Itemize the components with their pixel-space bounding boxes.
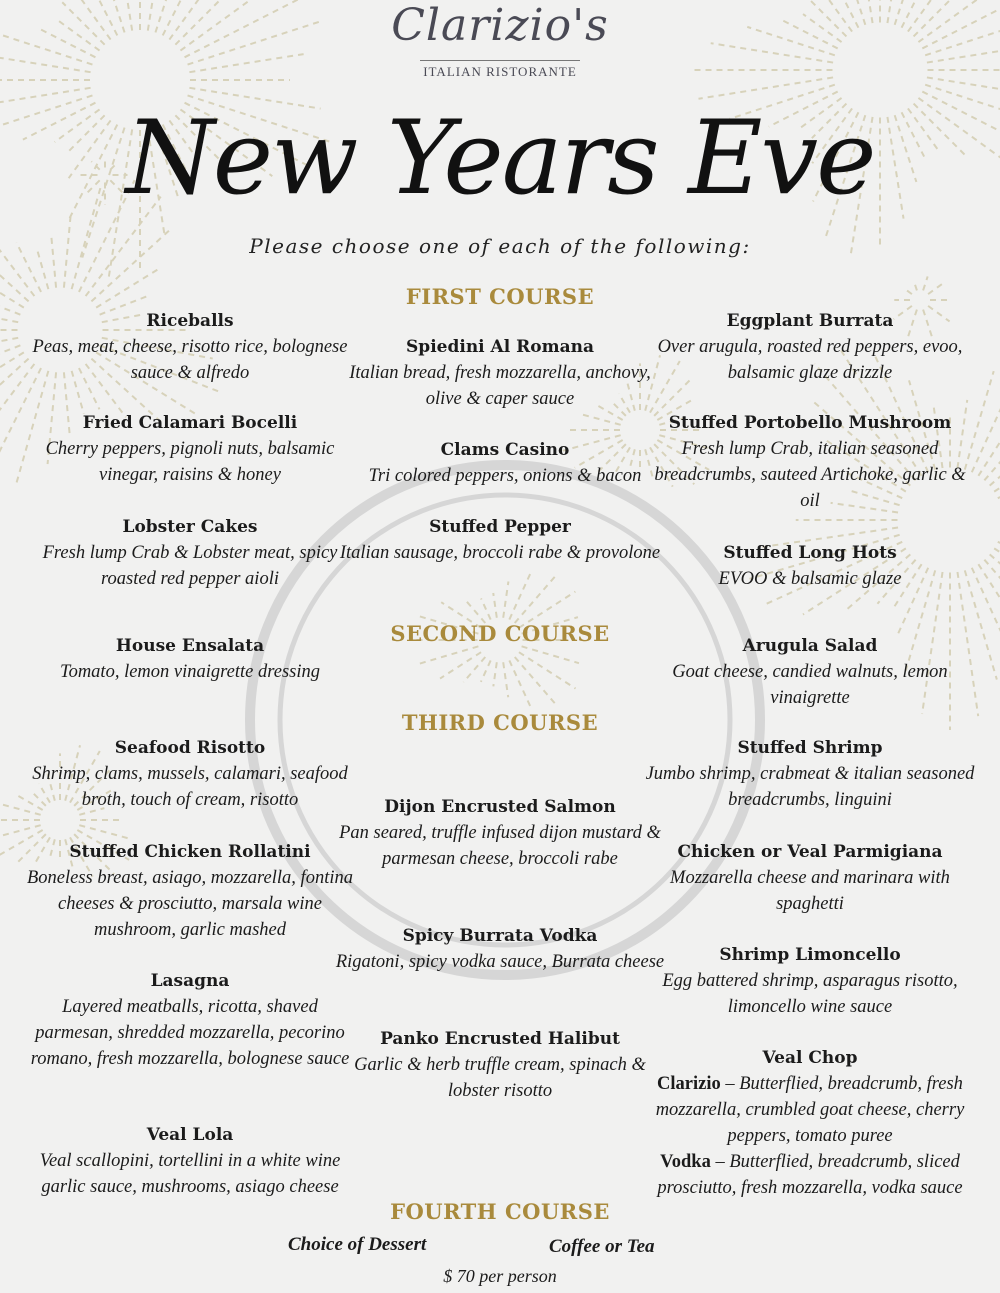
item-description: Jumbo shrimp, crabmeat & italian seasoned breadcrumbs, linguini xyxy=(645,764,975,810)
menu-item xyxy=(645,633,975,711)
firework-ray xyxy=(0,352,24,384)
menu-item xyxy=(645,308,975,386)
firework-ray xyxy=(522,646,579,663)
menu-item xyxy=(25,514,355,592)
menu-item xyxy=(25,633,355,685)
menu-item xyxy=(25,839,355,943)
variant-description: Butterflied, breadcrumb, sliced prosciutto, fresh mozzarella, vodka sauce xyxy=(657,1152,963,1198)
item-description: Egg battered shrimp, asparagus risotto, limoncello wine sauce xyxy=(662,971,958,1017)
menu-item xyxy=(335,794,665,872)
item-name: Veal Lola xyxy=(146,1125,234,1145)
item-name: Clams Casino xyxy=(440,440,570,460)
item-description: Tri colored peppers, onions & bacon xyxy=(368,466,642,486)
price: $ 70 per person xyxy=(443,1266,557,1286)
menu-item xyxy=(25,1122,355,1200)
firework-ray xyxy=(972,347,1000,472)
page-title: New Years Eve xyxy=(125,99,875,218)
item-name: Veal Chop xyxy=(762,1048,858,1068)
item-description: Mozzarella cheese and marinara with spaghetti xyxy=(670,868,950,914)
drink-option: Coffee or Tea xyxy=(549,1236,655,1257)
item-description: Goat cheese, candied walnuts, lemon vinaigrette xyxy=(672,662,948,708)
item-name: Shrimp Limoncello xyxy=(719,945,901,965)
item-description: Italian sausage, broccoli rabe & provolone xyxy=(339,543,661,563)
item-name: Stuffed Portobello Mushroom xyxy=(668,413,952,433)
menu-item xyxy=(645,1045,975,1201)
item-description: EVOO & balsamic glaze xyxy=(718,569,902,589)
menu-item xyxy=(645,410,975,514)
item-name: Lasagna xyxy=(150,971,230,991)
menu-item xyxy=(645,839,975,917)
firework-ray xyxy=(79,825,130,839)
restaurant-subtitle: ITALIAN RISTORANTE xyxy=(420,60,580,80)
firework-ray xyxy=(978,344,1000,476)
first-course-heading: FIRST COURSE xyxy=(405,284,595,309)
menu-item xyxy=(645,735,975,813)
menu-item xyxy=(335,514,665,566)
item-description: Pan seared, truffle infused dijon mustard & parmesan cheese, broccoli rabe xyxy=(339,823,661,869)
item-name: House Ensalata xyxy=(115,636,265,656)
firework-ray xyxy=(515,574,557,623)
restaurant-logo: Clarizio's xyxy=(391,0,609,51)
item-name: Riceballs xyxy=(146,311,234,331)
item-name: Lobster Cakes xyxy=(122,517,258,537)
item-description: Peas, meat, cheese, risotto rice, bolognese sauce & alfredo xyxy=(32,337,348,383)
firework-ray xyxy=(419,646,479,664)
item-name: Stuffed Chicken Rollatini xyxy=(69,842,311,862)
firework-ray xyxy=(509,572,531,620)
dessert-option: Choice of Dessert xyxy=(288,1234,427,1255)
item-description: Italian bread, fresh mozzarella, anchovy, olive & caper sauce xyxy=(349,363,651,409)
firework-ray xyxy=(984,560,1000,603)
firework-ray xyxy=(189,54,303,72)
variant-label: Vodka xyxy=(660,1152,711,1172)
item-description: Cherry peppers, pignoli nuts, balsamic vinegar, raisins & honey xyxy=(45,439,335,485)
item-description: Fresh lump Crab, italian seasoned breadcrumbs, sauteed Artichoke, garlic & oil xyxy=(654,439,966,511)
firework-ray xyxy=(515,657,557,705)
item-description: Tomato, lemon vinaigrette dressing xyxy=(59,662,321,682)
item-name: Seafood Risotto xyxy=(114,738,266,758)
variant-description: Butterflied, breadcrumb, fresh mozzarella, crumbled goat cheese, cherry peppers, tomato puree xyxy=(655,1074,965,1146)
menu-item xyxy=(645,942,975,1020)
item-description: Layered meatballs, ricotta, shaved parmesan, shredded mozzarella, pecorino romano, fresh mozzarella, bolognese sauce xyxy=(30,997,350,1069)
item-description: Over arugula, roasted red peppers, evoo, balsamic glaze drizzle xyxy=(657,337,963,383)
item-name: Eggplant Burrata xyxy=(726,311,894,331)
item-description: Fresh lump Crab & Lobster meat, spicy roasted red pepper aioli xyxy=(42,543,338,589)
item-description: Veal scallopini, tortellini in a white wine garlic sauce, mushrooms, asiago cheese xyxy=(39,1151,341,1197)
item-name: Dijon Encrusted Salmon xyxy=(384,797,616,817)
item-name: Fried Calamari Bocelli xyxy=(82,413,298,433)
menu-item xyxy=(335,334,665,412)
menu-item xyxy=(25,308,355,386)
item-description: Rigatoni, spicy vodka sauce, Burrata cheese xyxy=(335,952,665,972)
item-name: Chicken or Veal Parmigiana xyxy=(677,842,943,862)
firework-ray xyxy=(990,554,1000,608)
item-name: Panko Encrusted Halibut xyxy=(380,1029,620,1049)
menu-item xyxy=(645,540,975,592)
firework-ray xyxy=(994,548,1000,612)
item-description: Clarizio – Butterflied, breadcrumb, fresh mozzarella, crumbled goat cheese, cherry peppers, tomato puree xyxy=(655,1074,965,1146)
firework-ray xyxy=(978,564,1000,610)
item-name: Stuffed Pepper xyxy=(429,517,571,537)
menu-item xyxy=(350,437,660,489)
item-name: Stuffed Long Hots xyxy=(723,543,897,563)
firework-ray xyxy=(493,662,496,686)
item-name: Spiedini Al Romana xyxy=(406,337,594,357)
firework-ray xyxy=(503,662,508,697)
menu-item xyxy=(25,968,355,1072)
item-name: Arugula Salad xyxy=(742,636,878,656)
item-description: Vodka – Butterflied, breadcrumb, sliced prosciutto, fresh mozzarella, vodka sauce xyxy=(657,1152,963,1198)
firework-ray xyxy=(481,598,491,619)
fourth-course-heading: FOURTH COURSE xyxy=(390,1199,610,1224)
third-course-heading: THIRD COURSE xyxy=(401,710,599,735)
item-name: Spicy Burrata Vodka xyxy=(402,926,598,946)
firework-ray xyxy=(580,414,621,425)
variant-label: Clarizio xyxy=(657,1074,721,1094)
firework-ray xyxy=(0,52,91,72)
item-name: Stuffed Shrimp xyxy=(737,738,883,758)
menu-item xyxy=(335,923,665,975)
instruction-text: Please choose one of each of the following: xyxy=(249,234,751,258)
item-description: Boneless breast, asiago, mozzarella, fontina cheeses & prosciutto, marsala wine mushroom, garlic mashed xyxy=(27,868,353,940)
firework-ray xyxy=(0,345,20,361)
item-description: Shrimp, clams, mussels, calamari, seafood broth, touch of cream, risotto xyxy=(32,764,348,810)
menu-item xyxy=(25,735,355,813)
firework-ray xyxy=(493,593,497,618)
firework-ray xyxy=(509,660,530,706)
firework-ray xyxy=(503,581,508,617)
firework-ray xyxy=(519,652,576,688)
menu-item xyxy=(335,1026,665,1104)
second-course-heading: SECOND COURSE xyxy=(390,621,610,646)
firework-ray xyxy=(0,338,18,347)
item-description: Garlic & herb truffle cream, spinach & lobster risotto xyxy=(354,1055,646,1101)
menu-item xyxy=(25,410,355,488)
firework-ray xyxy=(481,660,491,681)
